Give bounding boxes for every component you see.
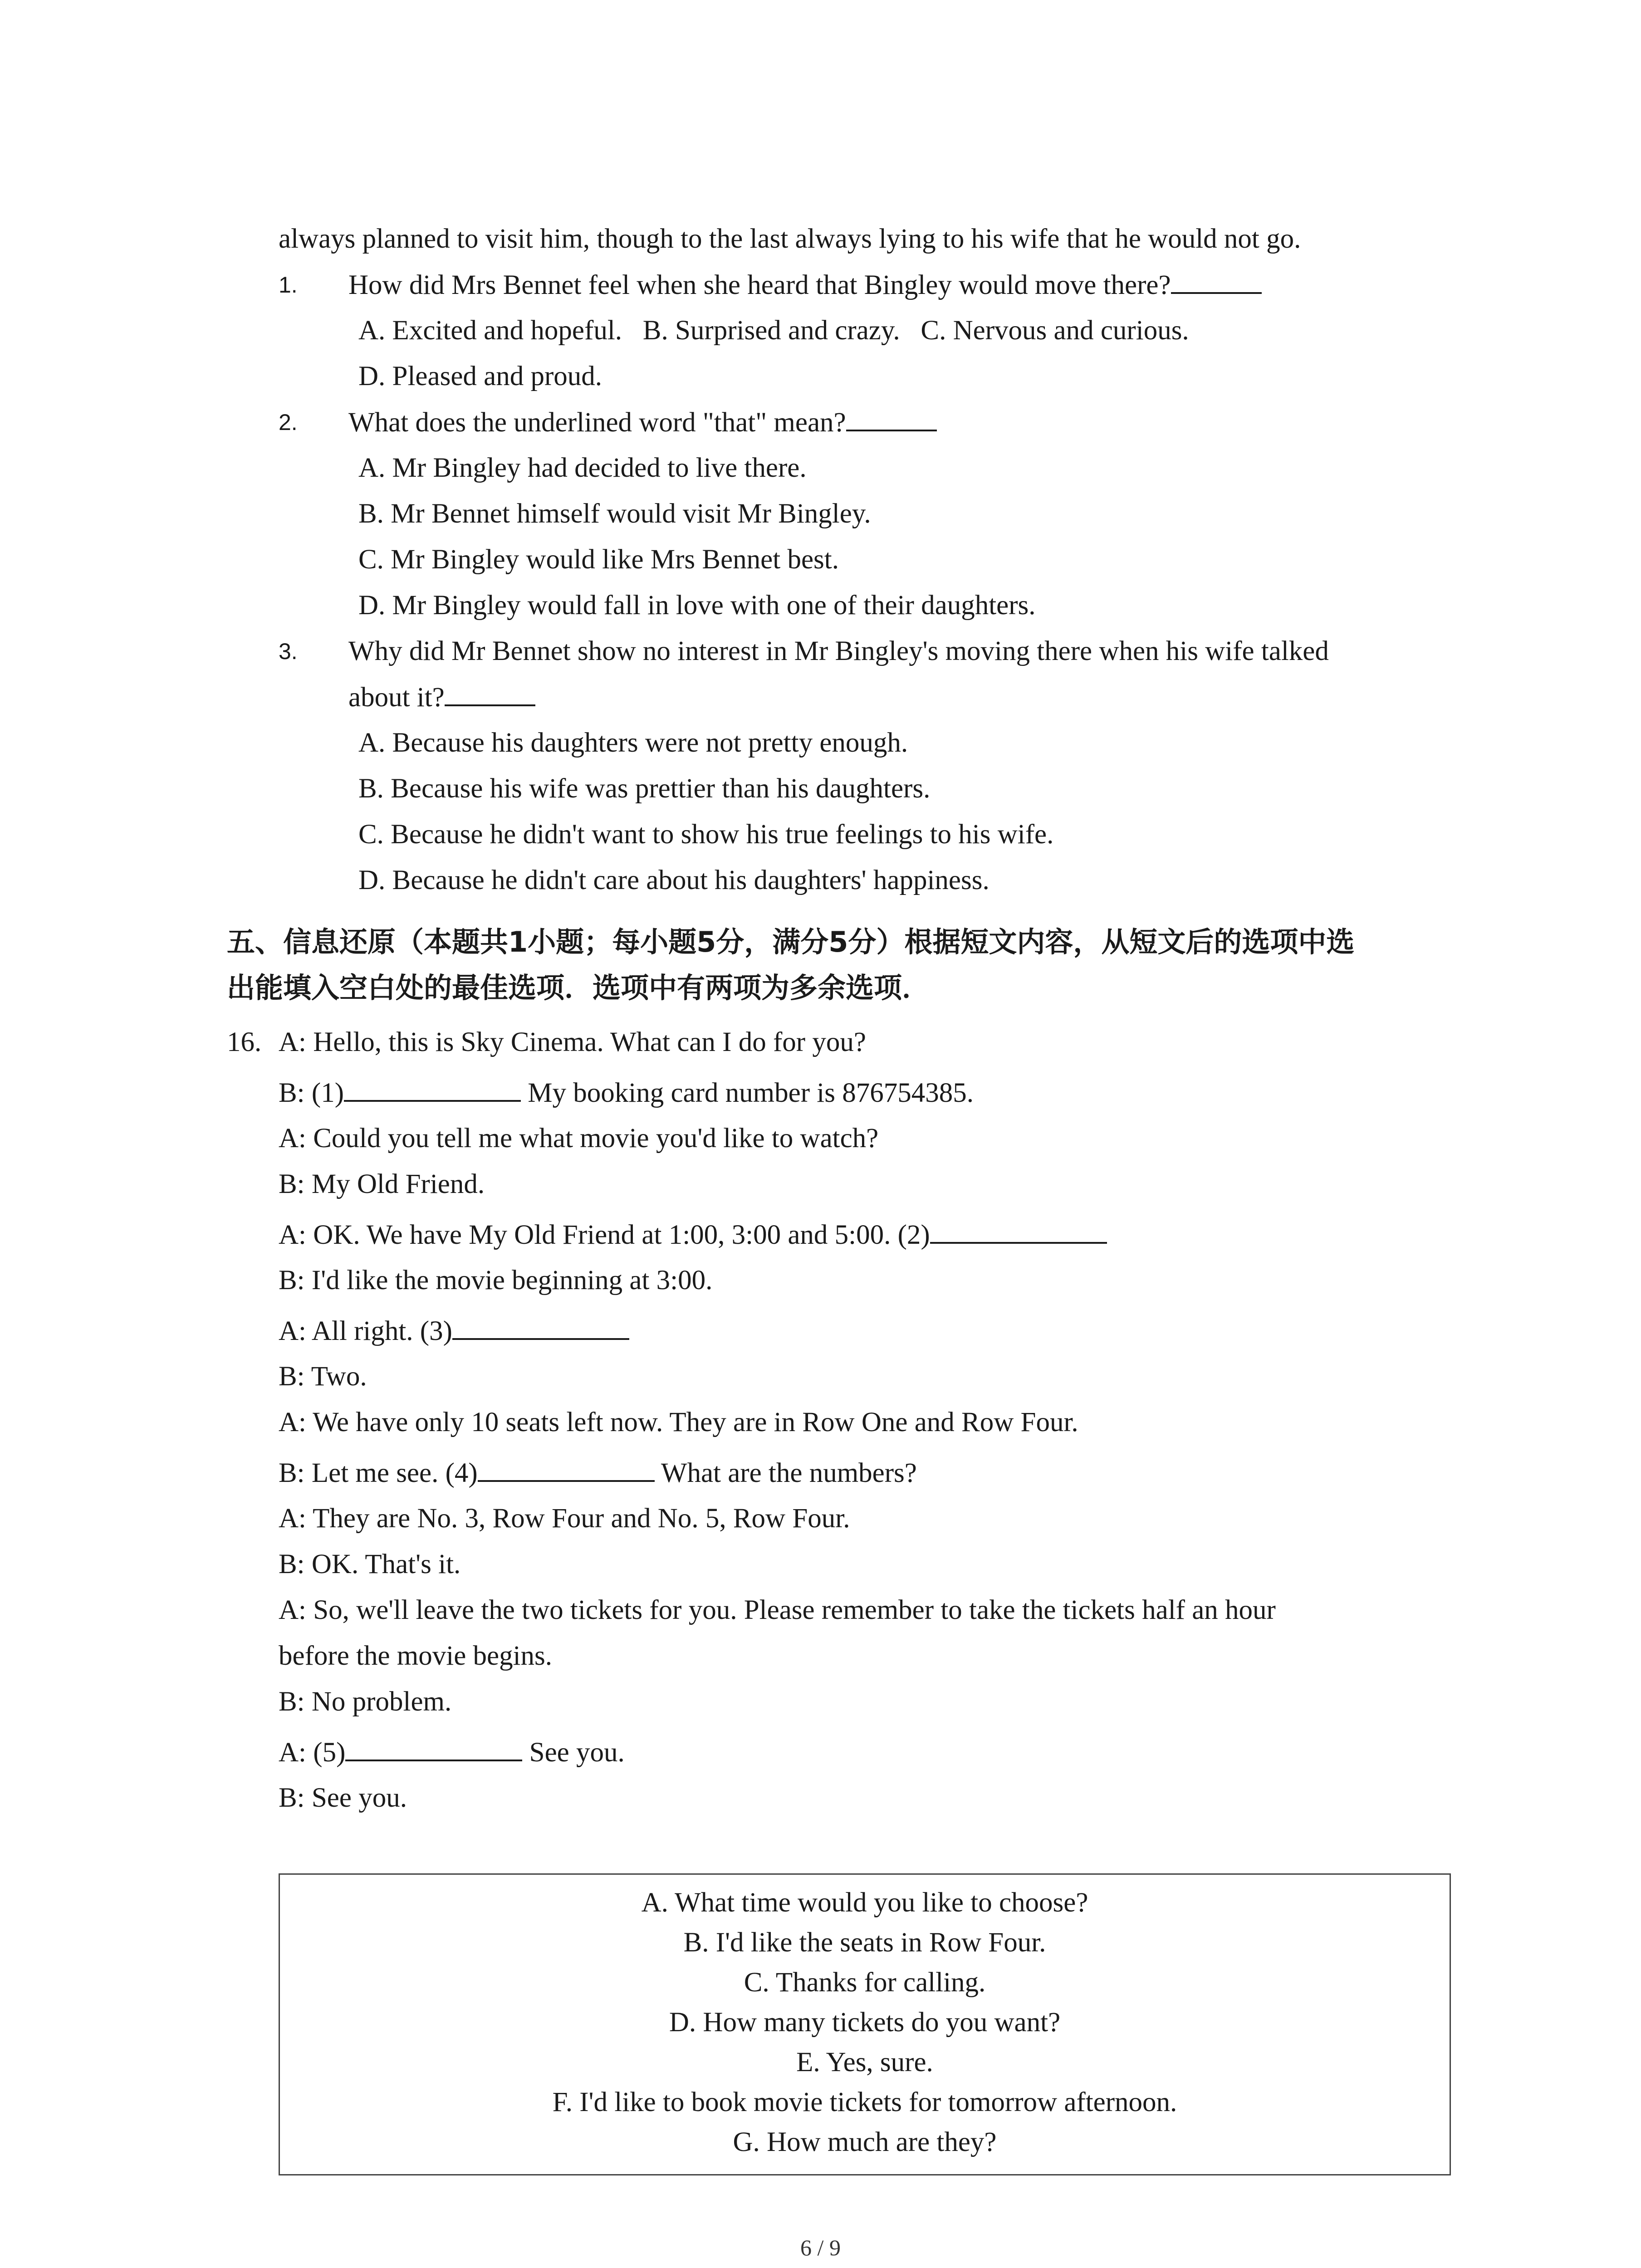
question-2-option-a: A. Mr Bingley had decided to live there. (358, 453, 807, 483)
dialogue-line-14: before the movie begins. (279, 1641, 553, 1671)
dialogue-text: What are the numbers? (654, 1458, 917, 1488)
dialogue-line-10 (279, 1455, 917, 1491)
passage-last-line: always planned to visit him, though to the last always lying to his wife that he would not go. (279, 224, 1301, 254)
question-3-text-cont (348, 679, 535, 716)
question-2-option-b: B. Mr Bennet himself would visit Mr Bingley. (358, 499, 871, 529)
dialogue-line-5 (279, 1217, 1107, 1253)
answer-blank[interactable] (846, 404, 937, 431)
section-heading-line-1: 五、信息还原（本题共1小题；每小题5分，满分5分）根据短文内容，从短文后的选项中选 (227, 925, 1355, 958)
dialogue-text: A: (5) (279, 1737, 346, 1768)
dialogue-line-17: B: See you. (279, 1783, 407, 1813)
dialogue-line-15: B: No problem. (279, 1686, 452, 1717)
choice-b: B. I'd like the seats in Row Four. (683, 1927, 1046, 1958)
question-3-option-c: C. Because he didn't want to show his true feelings to his wife. (358, 819, 1054, 850)
question-1-options-row: A. Excited and hopeful. B. Surprised and crazy. C. Nervous and curious. (358, 315, 1189, 346)
dialogue-line-16 (279, 1734, 625, 1771)
question-1-number: 1. (279, 272, 298, 298)
choice-e: E. Yes, sure. (796, 2047, 933, 2077)
dialogue-line-12: B: OK. That's it. (279, 1549, 461, 1579)
question-2-text (348, 404, 937, 441)
choice-c: C. Thanks for calling. (744, 1967, 986, 1998)
dialogue-line-6: B: I'd like the movie beginning at 3:00. (279, 1265, 713, 1295)
answer-blank[interactable] (445, 679, 535, 706)
dialogue-text: B: (1) (279, 1078, 344, 1108)
answer-blank-2[interactable] (930, 1217, 1107, 1244)
answer-blank-5[interactable] (345, 1734, 522, 1761)
choice-g: G. How much are they? (733, 2127, 997, 2157)
question-2-number: 2. (279, 410, 298, 435)
dialogue-text: See you. (522, 1737, 625, 1768)
dialogue-text: A: OK. We have My Old Friend at 1:00, 3:00 and 5:00. (2) (279, 1220, 930, 1250)
question-1-stem: How did Mrs Bennet feel when she heard that Bingley would move there? (348, 270, 1171, 300)
question-3-option-d: D. Because he didn't care about his daughters' happiness. (358, 865, 989, 895)
dialogue-line-1: A: Hello, this is Sky Cinema. What can I do for you? (279, 1027, 866, 1057)
question-3-option-b: B. Because his wife was prettier than his daughters. (358, 773, 931, 804)
question-3-stem-cont: about it? (348, 682, 445, 713)
question-3-option-a: A. Because his daughters were not pretty enough. (358, 728, 908, 758)
dialogue-line-7 (279, 1313, 629, 1349)
question-16-number: 16. (227, 1027, 262, 1057)
question-2-option-c: C. Mr Bingley would like Mrs Bennet best. (358, 544, 839, 575)
question-1-option-d: D. Pleased and proud. (358, 361, 603, 391)
dialogue-text: B: Let me see. (4) (279, 1458, 478, 1488)
dialogue-line-9: A: We have only 10 seats left now. They are in Row One and Row Four. (279, 1407, 1078, 1437)
section-heading-line-2: 出能填入空白处的最佳选项．选项中有两项为多余选项． (227, 971, 931, 1004)
answer-blank-1[interactable] (344, 1075, 521, 1102)
dialogue-line-4: B: My Old Friend. (279, 1169, 485, 1199)
dialogue-line-2 (279, 1075, 974, 1111)
choice-d: D. How many tickets do you want? (669, 2007, 1061, 2038)
dialogue-line-3: A: Could you tell me what movie you'd like to watch? (279, 1123, 879, 1154)
dialogue-line-11: A: They are No. 3, Row Four and No. 5, Row Four. (279, 1503, 850, 1534)
options-box (279, 1873, 1451, 2175)
dialogue-line-13: A: So, we'll leave the two tickets for you. Please remember to take the tickets half an hour (279, 1595, 1276, 1625)
page-number: 6 / 9 (800, 2235, 841, 2260)
dialogue-line-8: B: Two. (279, 1361, 367, 1392)
question-3-text: Why did Mr Bennet show no interest in Mr Bingley's moving there when his wife talked (348, 636, 1329, 666)
question-3-number: 3. (279, 639, 298, 664)
dialogue-text: A: All right. (3) (279, 1316, 452, 1346)
answer-blank-3[interactable] (452, 1313, 629, 1340)
question-1-text (348, 267, 1262, 303)
question-2-option-d: D. Mr Bingley would fall in love with one of their daughters. (358, 590, 1036, 621)
answer-blank-4[interactable] (478, 1455, 655, 1482)
answer-blank[interactable] (1171, 267, 1262, 294)
dialogue-text: My booking card number is 876754385. (521, 1078, 974, 1108)
choice-a: A. What time would you like to choose? (641, 1887, 1088, 1918)
choice-f: F. I'd like to book movie tickets for tomorrow afternoon. (552, 2087, 1177, 2117)
question-2-stem: What does the underlined word "that" mean? (348, 407, 846, 438)
